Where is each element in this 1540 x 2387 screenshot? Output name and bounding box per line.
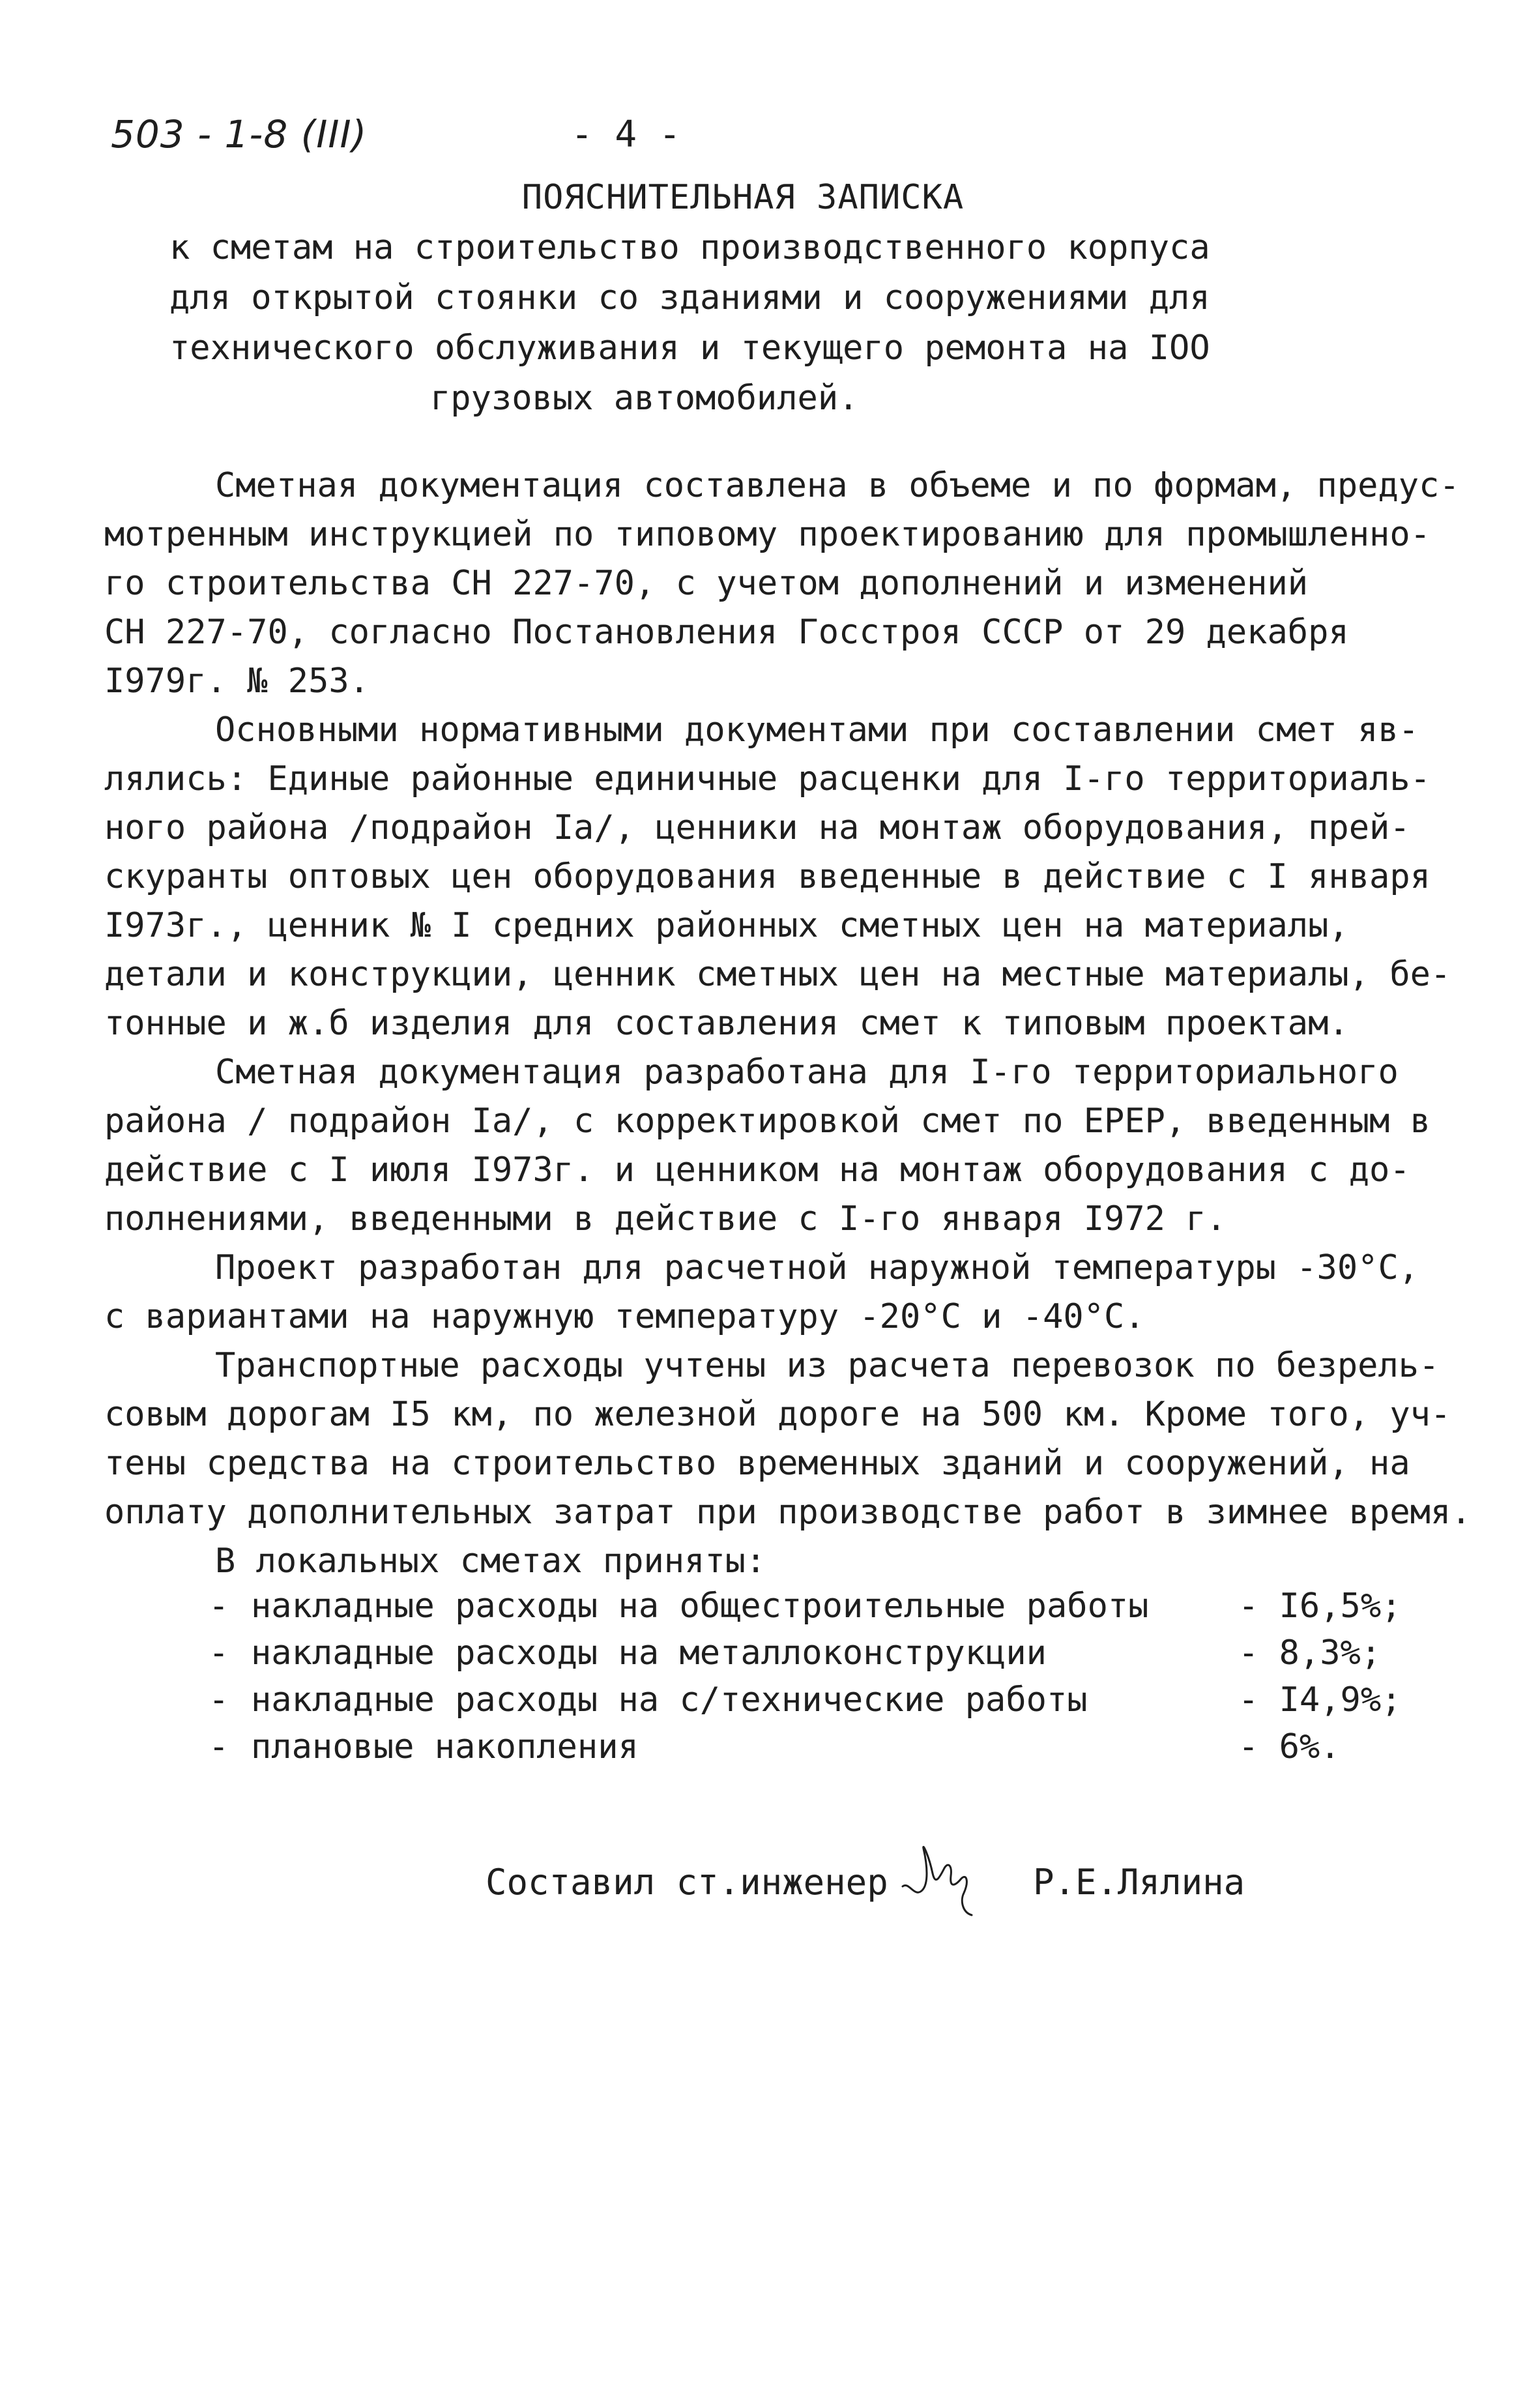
rate-label: плановые накопления <box>251 1727 639 1766</box>
signer-role: Составил ст.инженер <box>486 1862 888 1903</box>
rate-value: - 6%. <box>1238 1727 1341 1766</box>
rate-label: накладные расходы на с/технические работы <box>251 1680 1088 1720</box>
document-title: ПОЯСНИТЕЛЬНАЯ ЗАПИСКА <box>521 178 965 217</box>
rate-bullet: - <box>209 1727 229 1766</box>
signer-name: Р.Е.Лялина <box>1033 1862 1245 1903</box>
body-line: действие с I июля I973г. и ценником на монтаж оборудования с до- <box>104 1150 1410 1190</box>
rate-label: накладные расходы на металлоконструкции <box>251 1633 1047 1673</box>
rate-row <box>104 1583 1447 1630</box>
rates-list <box>104 1583 1447 1770</box>
rate-row <box>104 1723 1447 1770</box>
body-line: го строительства СН 227-70, с учетом дополнений и изменений <box>104 564 1309 603</box>
rate-bullet: - <box>209 1587 229 1626</box>
rate-row <box>104 1677 1447 1723</box>
body-line: I979г. № 253. <box>104 662 370 701</box>
body-line: детали и конструкции, ценник сметных цен на местные материалы, бе- <box>104 955 1451 994</box>
rate-value: - 8,3%; <box>1238 1633 1382 1673</box>
body-line: тонные и ж.б изделия для составления смет к типовым проектам. <box>104 1004 1349 1043</box>
subtitle-line: технического обслуживания и текущего ремонта на IOO <box>169 329 1210 368</box>
body-text <box>104 461 1472 1586</box>
rate-value: - I4,9%; <box>1238 1680 1402 1720</box>
body-line: полнениями, введенными в действие с I-го января I972 г. <box>104 1199 1227 1238</box>
rate-bullet: - <box>209 1633 229 1673</box>
document-number: 503 - 1-8 (III) <box>111 112 368 156</box>
body-line: района / подрайон Iа/, с корректировкой смет по ЕРЕР, введенным в <box>104 1102 1431 1141</box>
body-line: I973г., ценник № I средних районных сметных цен на материалы, <box>104 906 1349 945</box>
body-line: с вариантами на наружную температуру -20°С и -40°С. <box>104 1297 1145 1336</box>
body-line: Проект разработан для расчетной наружной температуры -30°С, <box>215 1248 1419 1287</box>
body-line: СН 227-70, согласно Постановления Госстроя СССР от 29 декабря <box>104 613 1349 652</box>
body-line: тены средства на строительство временных зданий и сооружений, на <box>104 1444 1410 1483</box>
body-line: скуранты оптовых цен оборудования введенные в действие с I января <box>104 857 1431 896</box>
body-line: мотренным инструкцией по типовому проектированию для промышленно- <box>104 515 1431 554</box>
body-line: оплату дополнительных затрат при производстве работ в зимнее время. <box>104 1493 1472 1532</box>
title-block <box>130 173 1277 424</box>
body-line: ного района /подрайон Iа/, ценники на монтаж оборудования, прей- <box>104 808 1410 847</box>
body-line: Транспортные расходы учтены из расчета перевозок по безрель- <box>215 1346 1440 1385</box>
rate-value: - I6,5%; <box>1238 1587 1402 1626</box>
body-line: В локальных сметах приняты: <box>215 1542 766 1581</box>
body-line: совым дорогам I5 км, по железной дороге на 500 км. Кроме того, уч- <box>104 1395 1451 1434</box>
body-line: Сметная документация составлена в объеме и по формам, предус- <box>215 466 1460 505</box>
body-line: Основными нормативными документами при составлении смет яв- <box>215 710 1419 750</box>
rate-row <box>104 1630 1447 1677</box>
page-number: - 4 - <box>571 113 681 156</box>
body-line: лялись: Единые районные единичные расценки для I-го территориаль- <box>104 759 1431 798</box>
subtitle-line: грузовых автомобилей. <box>430 379 859 418</box>
handwritten-signature <box>890 1836 981 1920</box>
rate-label: накладные расходы на общестроительные работы <box>251 1587 1149 1626</box>
body-line: Сметная документация разработана для I-го территориального <box>215 1053 1399 1092</box>
subtitle-line: к сметам на строительство производственного корпуса <box>169 228 1210 267</box>
subtitle-line: для открытой стоянки со зданиями и сооружениями для <box>169 278 1210 317</box>
rate-bullet: - <box>209 1680 229 1720</box>
